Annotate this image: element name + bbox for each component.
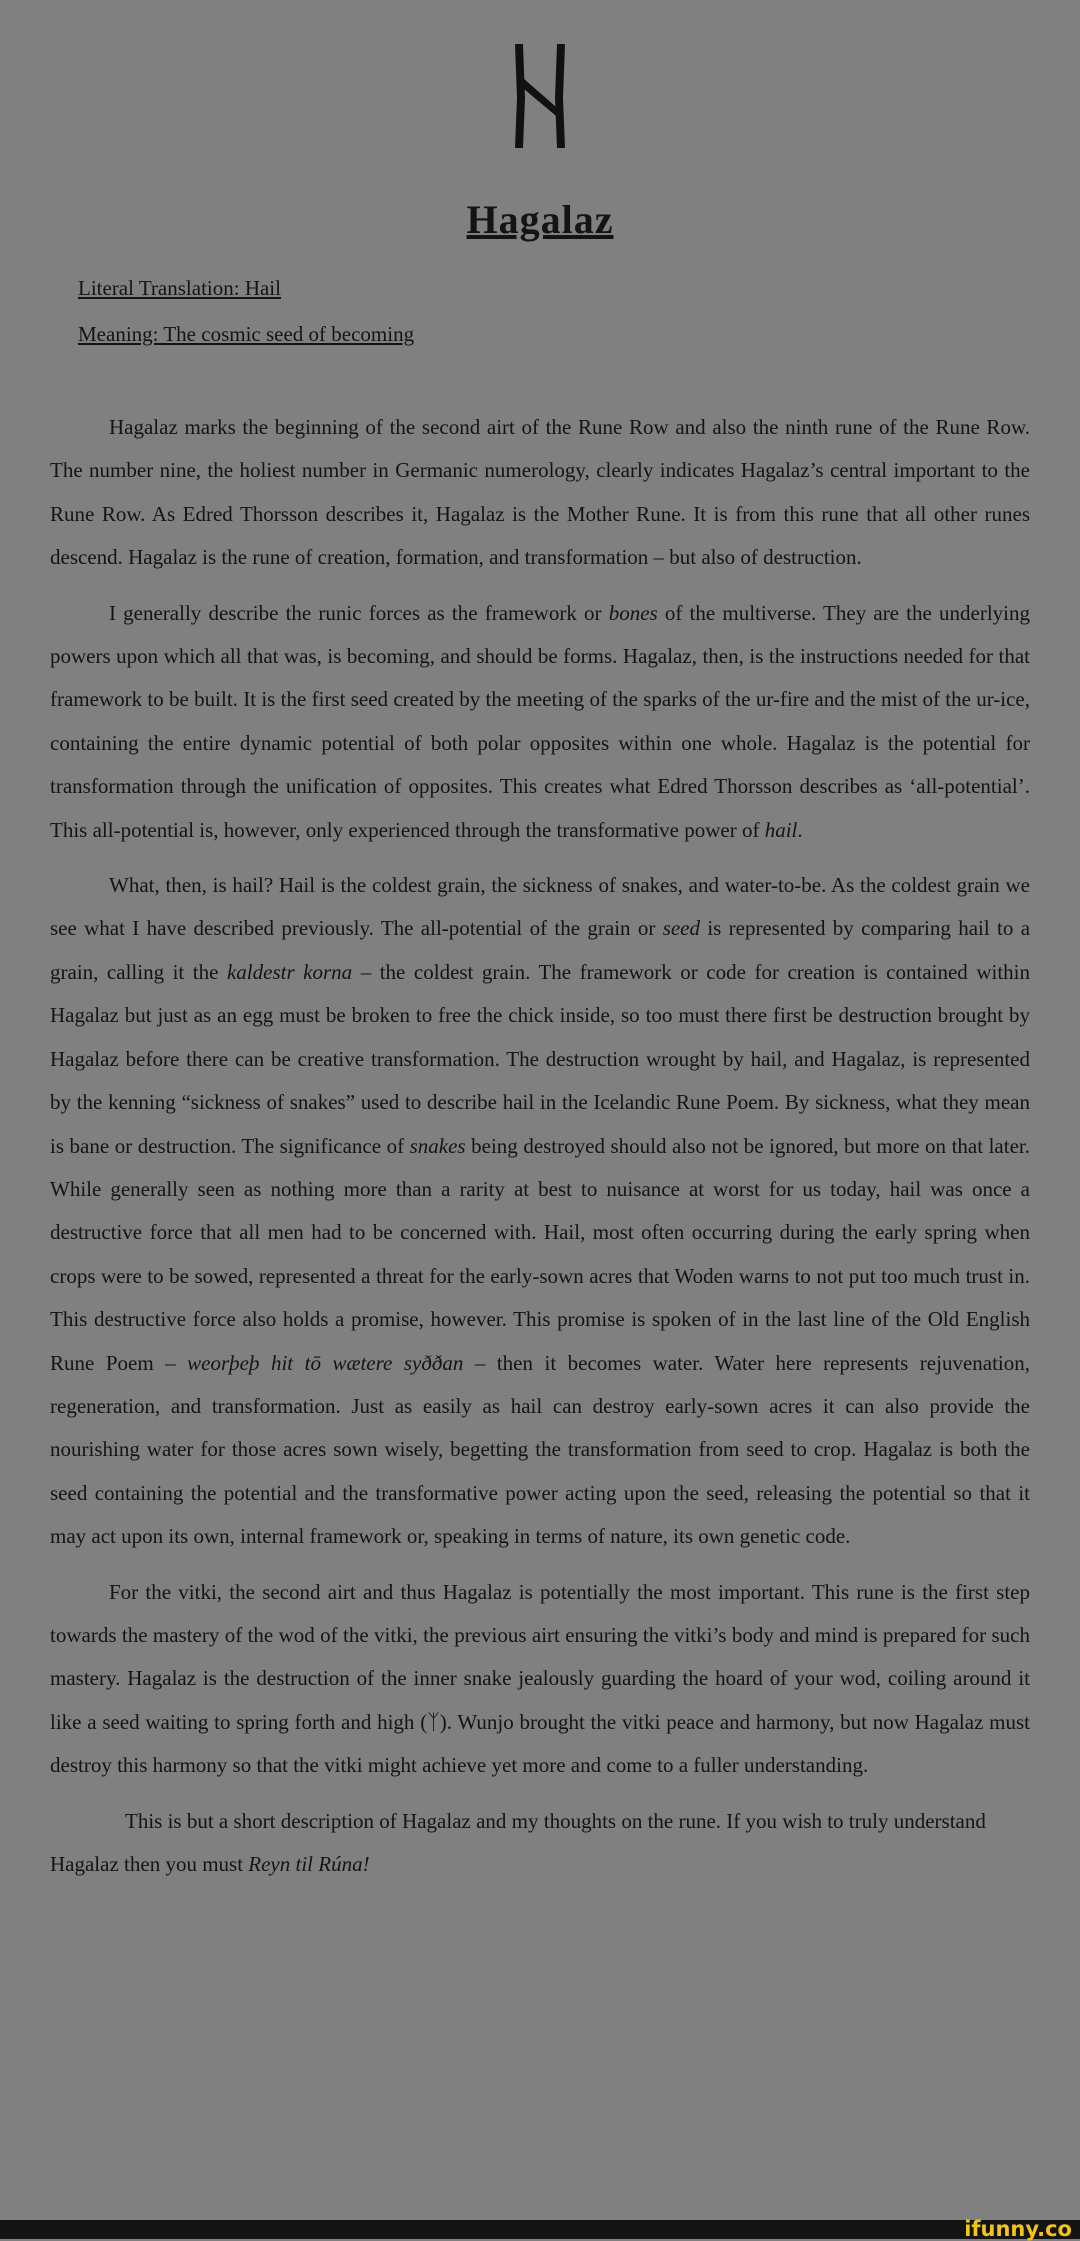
article-body bbox=[50, 406, 1030, 1898]
paragraph-2: I generally describe the runic forces as the framework or bones of the multiverse. They are the underlying powers upon which all that was, is becoming, and should be forms. Hagalaz, then, is the instructions needed for that framework to be built. It is the first seed created by the meeting of the sparks of the ur-fire and the mist of the ur-ice, containing the entire dynamic potential of both polar opposites within one whole. Hagalaz is the potential for transformation through the unification of opposites. This creates what Edred Thorsson describes as ‘all-potential’. This all-potential is, however, only experienced through the transformative power of hail. bbox=[50, 600, 1030, 842]
emphasis-kaldestr-korna: kaldestr korna bbox=[226, 959, 353, 984]
meaning-line: Meaning: The cosmic seed of becoming bbox=[78, 322, 415, 346]
paragraph-5: This is but a short description of Hagalaz and my thoughts on the rune. If you wish to truly understand Hagalaz then you must Reyn til Rúna! bbox=[50, 1808, 986, 1876]
emphasis-seed: seed bbox=[662, 916, 701, 941]
emphasis-reyn-til-runa: Reyn til Rúna! bbox=[248, 1852, 370, 1876]
paragraph-3: What, then, is hail? Hail is the coldest grain, the sickness of snakes, and water-to-be. As the coldest grain we see what I have described previously. The all-potential of the grain or seed is represented by comparing hail to a grain, calling it the kaldestr korna – the coldest grain. The framework or code for creation is contained within Hagalaz but just as an egg must be broken to free the chick inside, so too must there first be destruction brought by Hagalaz before there can be creative transformation. The destruction wrought by hail, and Hagalaz, is represented by the kenning “sickness of snakes” used to describe hail in the Icelandic Rune Poem. By sickness, what they mean is bane or destruction. The significance of snakes being destroyed should also not be ignored, but more on that later. While generally seen as nothing more than a rarity at best to nuisance at worst for us today, hail was once a destructive force that all men had to be concerned with. Hail, most often occurring during the early spring when crops were to be sowed, represented a threat for the early-sown acres that Woden warns to not put too much trust in. This destructive force also holds a promise, however. This promise is spoken of in the last line of the Old English Rune Poem – weorþeþ hit tō wætere syððan – then it becomes water. Water here represents rejuvenation, regeneration, and transformation. Just as easily as hail can destroy early-sown acres it can also provide the nourishing water for those acres sown wisely, begetting the transformation from seed to crop. Hagalaz is both the seed containing the potential and the transformative power acting upon the seed, releasing the potential so that it may act upon its own, internal framework or, speaking in terms of nature, its own genetic code. bbox=[50, 873, 1031, 1549]
emphasis-snakes: snakes bbox=[409, 1133, 466, 1158]
emphasis-bones: bones bbox=[608, 600, 658, 625]
hagalaz-rune-icon bbox=[0, 40, 1080, 160]
ifunny-watermark: ifunny.co bbox=[964, 2217, 1072, 2241]
emphasis-old-english-line: weorþeþ hit tō wætere syððan bbox=[187, 1350, 464, 1375]
paragraph-4: For the vitki, the second airt and thus Hagalaz is potentially the most important. This rune is the first step towards the mastery of the wod of the vitki, the previous airt ensuring the vitki’s body and mind is prepared for such mastery. Hagalaz is the destruction of the inner snake jealously guarding the hoard of your wod, coiling around it like a seed waiting to spring forth and high (ᛉ). Wunjo brought the vitki peace and harmony, but now Hagalaz must destroy this harmony so that the vitki might achieve yet more and come to a fuller understanding. bbox=[50, 1579, 1030, 1778]
literal-translation: Literal Translation: Hail bbox=[78, 276, 281, 300]
algiz-rune-glyph: ᛉ bbox=[427, 1709, 440, 1734]
page-title: Hagalaz bbox=[466, 197, 614, 242]
paragraph-1: Hagalaz marks the beginning of the second airt of the Rune Row and also the ninth rune of the Rune Row. The number nine, the holiest number in Germanic numerology, clearly indicates Hagalaz’s central important to the Rune Row. As Edred Thorsson describes it, Hagalaz is the Mother Rune. It is from this rune that all other runes descend. Hagalaz is the rune of creation, formation, and transformation – but also of destruction. bbox=[50, 415, 1030, 570]
emphasis-hail: hail bbox=[764, 817, 798, 842]
footer-bar bbox=[0, 2217, 1080, 2241]
